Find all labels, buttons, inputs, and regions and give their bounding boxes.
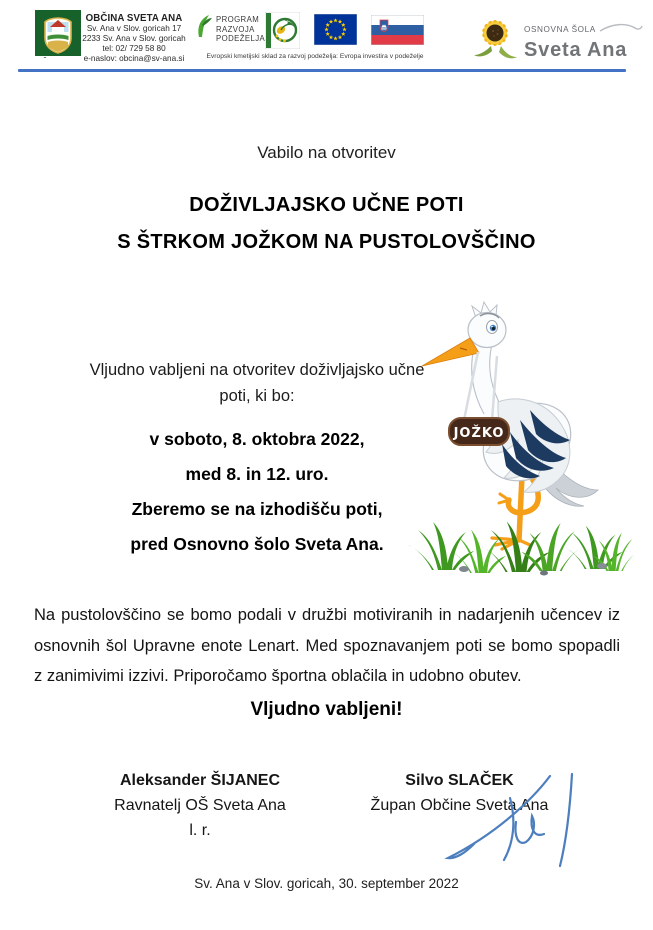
rural-development-programme-logo — [195, 13, 265, 44]
school-logo-swoosh-icon — [599, 20, 643, 38]
signature-block-left — [95, 768, 305, 843]
title-line2: S ŠTRKOM JOŽKOM NA PUSTOLOVŠČINO — [117, 231, 536, 253]
invitation-intro: Vljudno vabljeni na otvoritev doživljajsko učne poti, ki bo: — [89, 361, 425, 405]
prp-line2: RAZVOJA — [216, 24, 255, 34]
prp-sprout-icon — [195, 13, 213, 44]
detail-date: v soboto, 8. oktobra 2022, — [149, 429, 365, 449]
invitation-kicker: Vabilo na otvoritev — [257, 143, 396, 162]
signatory-right-role: Župan Občine Sveta Ana — [370, 797, 549, 814]
signatory-right-name: Silvo SLAČEK — [405, 772, 514, 789]
closing-line: Vljudno vabljeni! — [250, 699, 403, 720]
sunflower-icon — [471, 8, 521, 64]
leader-logo-icon — [265, 12, 300, 49]
signatory-left-name: Aleksander ŠIJANEC — [119, 772, 281, 789]
prp-line3: PODEŽELJA — [216, 34, 266, 44]
municipality-address-line1: Sv. Ana v Slov. goricah 17 — [86, 24, 182, 33]
municipality-coat-of-arms-icon — [35, 10, 81, 63]
header-divider — [18, 69, 626, 72]
municipality-email: e-naslov: obcina@sv-ana.si — [83, 54, 185, 63]
signatory-left-note: l. r. — [189, 822, 211, 839]
stork-name-sign: JOŽKO — [453, 426, 505, 441]
grass-icon — [408, 522, 639, 576]
stork-illustration — [402, 292, 647, 580]
signatory-left-role: Ravnatelj OŠ Sveta Ana — [114, 797, 286, 814]
school-logo — [524, 20, 646, 62]
municipality-address-line2: 2233 Sv. Ana v Slov. goricah — [82, 34, 186, 43]
municipality-name: OBČINA SVETA ANA — [85, 13, 183, 24]
eu-flag-icon — [314, 14, 357, 45]
body-paragraph: Na pustolovščino se bomo podali v družbi motiviranih in nadarjenih učencev iz osnovnih šol Upravne enote Lenart. Med spoznavanjem poti se bomo spopadli z zanimivimi izzivi. Priporočamo športna oblačila in udobno obutev. — [34, 606, 620, 685]
municipality-phone: tel: 02/ 729 58 80 — [102, 44, 166, 53]
detail-meeting-point-2: pred Osnovno šolo Sveta Ana. — [130, 534, 384, 554]
invitation-title — [0, 193, 653, 254]
invitation-details — [72, 357, 442, 553]
school-name: Sveta Ana — [524, 39, 628, 61]
school-type-label: OSNOVNA ŠOLA — [524, 24, 596, 34]
detail-time: med 8. in 12. uro. — [185, 464, 329, 484]
detail-meeting-point-1: Zberemo se na izhodišču poti, — [131, 499, 383, 519]
prp-label — [216, 13, 265, 44]
eu-fund-caption: Evropski kmetijski sklad za razvoj podeželja: Evropa investira v podeželje — [206, 53, 424, 60]
title-line1: DOŽIVLJAJSKO UČNE POTI — [189, 194, 464, 216]
dateline: Sv. Ana v Slov. goricah, 30. september 2022 — [194, 876, 459, 891]
municipality-address-block — [80, 14, 188, 64]
prp-line1: PROGRAM — [216, 15, 260, 24]
signature-scribble — [432, 772, 590, 868]
slovenia-flag-icon — [371, 15, 424, 45]
